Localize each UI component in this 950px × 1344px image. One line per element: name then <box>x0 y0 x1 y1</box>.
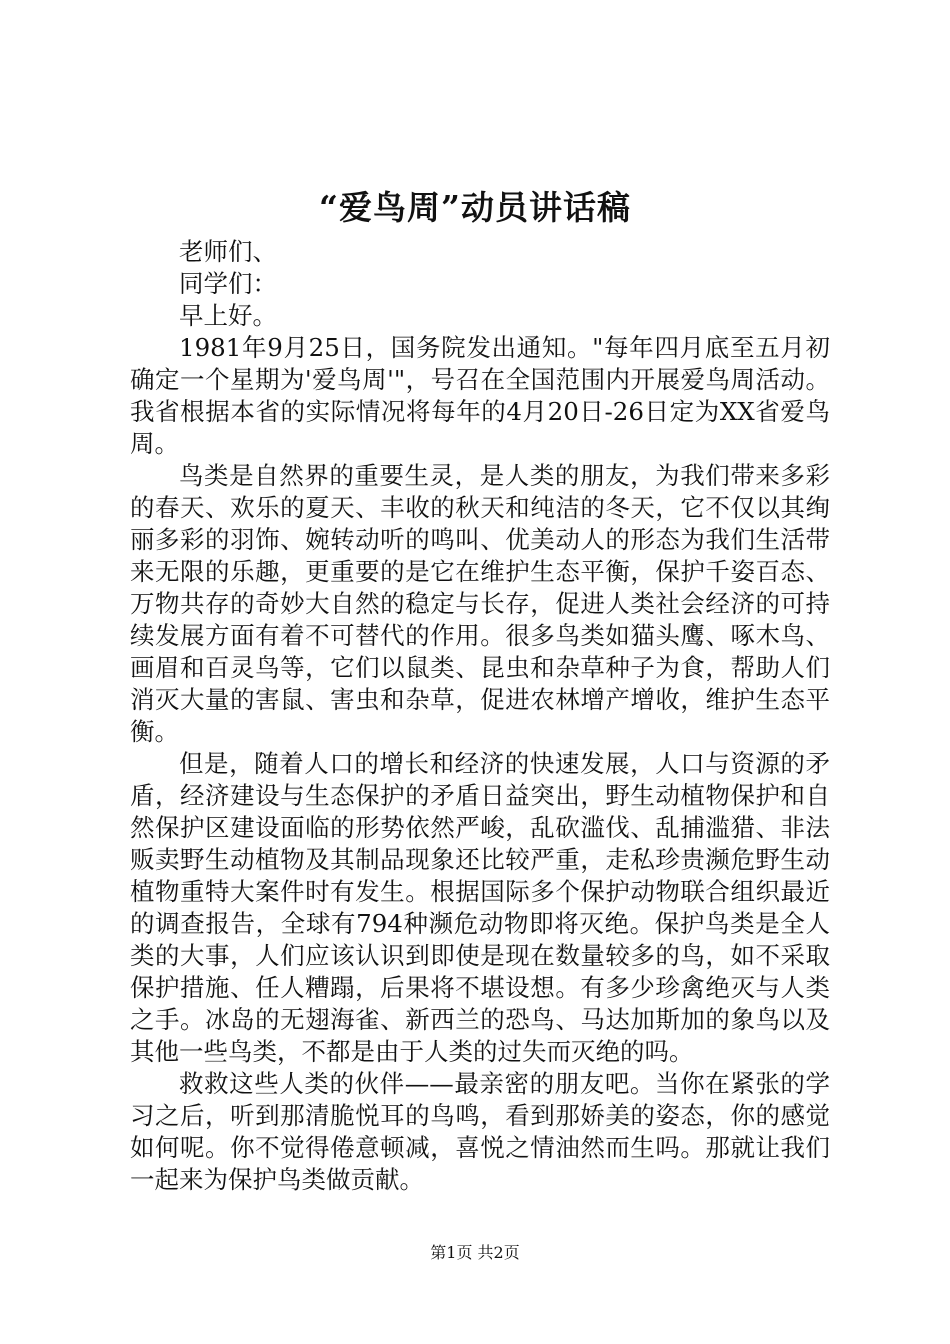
document-title: “爱鸟周”动员讲话稿 <box>319 188 631 227</box>
paragraph-threats: 但是，随着人口的增长和经济的快速发展，人口与资源的矛盾，经济建设与生态保护的矛盾日益突出，野生动植物保护和自然保护区建设面临的形势依然严峻，乱砍滥伐、乱捕滥猎、非法贩卖野生动植物及其制品现象还比较严重，走私珍贵濒危野生动植物重特大案件时有发生。根据国际多个保护动物联合组织最近的调查报告，全球有794种濒危动物即将灭绝。保护鸟类是全人类的大事，人们应该认识到即使是现在数量较多的鸟，如不采取保护措施、任人糟蹋，后果将不堪设想。有多少珍禽绝灭与人类之手。冰岛的无翅海雀、新西兰的恐鸟、马达加斯加的象鸟以及其他一些鸟类，不都是由于人类的过失而灭绝的吗。 <box>130 749 830 1066</box>
document-body <box>130 236 830 1196</box>
paragraph-history: 1981年9月25日，国务院发出通知。"每年四月底至五月初确定一个星期为'爱鸟周'"，号召在全国范围内开展爱鸟周活动。我省根据本省的实际情况将每年的4月20日-26日定为XX省爱鸟周。 <box>130 333 830 458</box>
page-footer: 第1页 共2页 <box>430 1243 520 1262</box>
greeting-students: 同学们： <box>179 269 277 298</box>
paragraph-call-to-action: 救救这些人类的伙伴——最亲密的朋友吧。当你在紧张的学习之后，听到那清脆悦耳的鸟鸣，看到那娇美的姿态，你的感觉如何呢。你不觉得倦意顿减，喜悦之情油然而生吗。那就让我们一起来为保护鸟类做贡献。 <box>130 1069 830 1194</box>
paragraph-importance: 鸟类是自然界的重要生灵，是人类的朋友，为我们带来多彩的春天、欢乐的夏天、丰收的秋天和纯洁的冬天，它不仅以其绚丽多彩的羽饰、婉转动听的鸣叫、优美动人的形态为我们生活带来无限的乐趣，更重要的是它在维护生态平衡，保护千姿百态、万物共存的奇妙大自然的稳定与长存，促进人类社会经济的可持续发展方面有着不可替代的作用。很多鸟类如猫头鹰、啄木鸟、画眉和百灵鸟等，它们以鼠类、昆虫和杂草种子为食，帮助人们消灭大量的害鼠、害虫和杂草，促进农林增产增收，维护生态平衡。 <box>130 461 830 746</box>
greeting-morning: 早上好。 <box>179 301 277 330</box>
greeting-teachers: 老师们、 <box>179 237 277 266</box>
